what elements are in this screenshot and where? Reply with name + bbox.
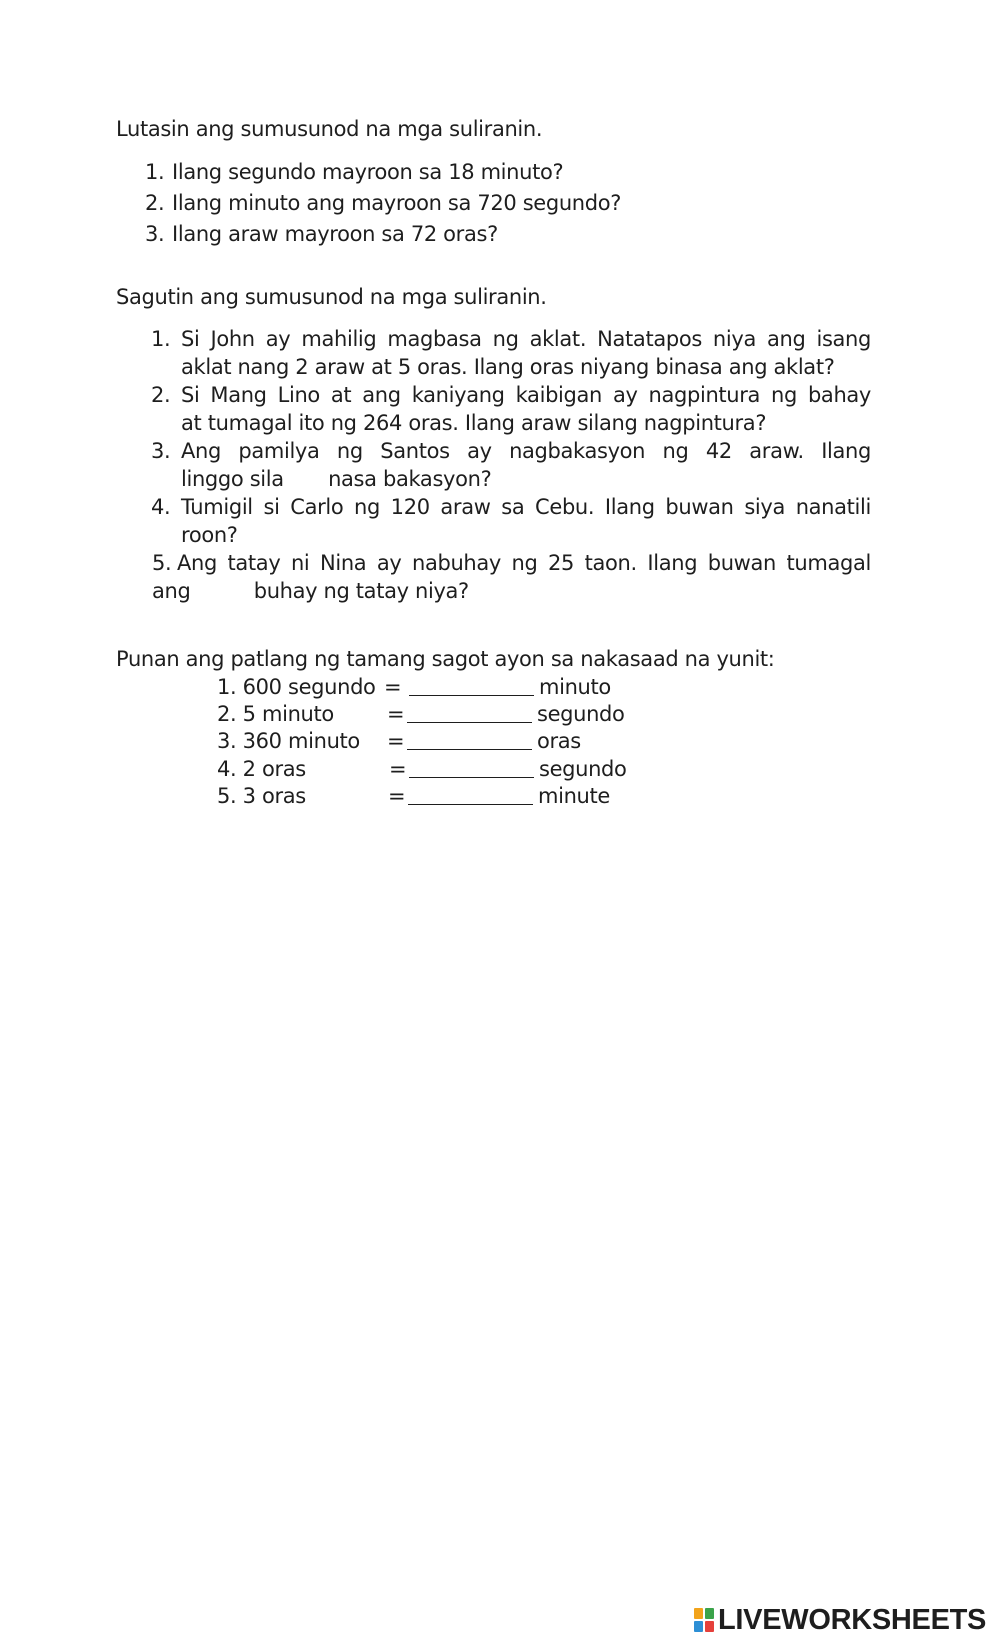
logo-text: LIVEWORKSHEETS bbox=[718, 1603, 987, 1636]
fill-item-5-left: 5. 3 oras bbox=[217, 784, 306, 808]
fill-item-3-blank[interactable] bbox=[407, 749, 532, 750]
logo-tile-1 bbox=[694, 1608, 703, 1619]
section1-item-3-number: 3. bbox=[145, 222, 165, 246]
fill-item-1-equals: = bbox=[384, 675, 402, 699]
section1-item-2-text: Ilang minuto ang mayroon sa 720 segundo? bbox=[172, 191, 622, 215]
fill-item-3-left: 3. 360 minuto bbox=[217, 729, 360, 753]
logo-mark-icon bbox=[694, 1608, 714, 1632]
fill-item-2-equals: = bbox=[387, 702, 405, 726]
section2-item-4-line1: Tumigil si Carlo ng 120 araw sa Cebu. Ilang buwan siya nanatili bbox=[181, 495, 871, 519]
section2-item-5-line2: ang buhay ng tatay niya? bbox=[152, 579, 469, 603]
fill-item-3-equals: = bbox=[387, 729, 405, 753]
fill-item-2-blank[interactable] bbox=[407, 722, 532, 723]
section2-item-1-number: 1. bbox=[151, 327, 171, 351]
fill-item-1-left: 1. 600 segundo bbox=[217, 675, 376, 699]
liveworksheets-logo bbox=[694, 1605, 986, 1635]
section2-item-1-line2: aklat nang 2 araw at 5 oras. Ilang oras niyang binasa ang aklat? bbox=[181, 355, 835, 379]
logo-tile-3 bbox=[694, 1621, 703, 1632]
fill-item-5-blank[interactable] bbox=[408, 804, 533, 805]
fill-item-4-blank[interactable] bbox=[409, 777, 534, 778]
section3-heading: Punan ang patlang ng tamang sagot ayon sa nakasaad na yunit: bbox=[116, 647, 775, 671]
section2-item-3-line1: Ang pamilya ng Santos ay nagbakasyon ng 42 araw. Ilang bbox=[181, 439, 871, 463]
fill-item-4-equals: = bbox=[389, 757, 407, 781]
fill-item-1-unit: minuto bbox=[539, 675, 611, 699]
section2-item-2-line1: Si Mang Lino at ang kaniyang kaibigan ay nagpintura ng bahay bbox=[181, 383, 871, 407]
section2-item-3-line2: linggo sila nasa bakasyon? bbox=[181, 467, 492, 491]
section1-item-3-text: Ilang araw mayroon sa 72 oras? bbox=[172, 222, 498, 246]
section2-heading: Sagutin ang sumusunod na mga suliranin. bbox=[116, 285, 547, 309]
logo-tile-4 bbox=[705, 1621, 714, 1632]
section1-item-1-number: 1. bbox=[145, 160, 165, 184]
section2-item-3-number: 3. bbox=[151, 439, 171, 463]
section1-heading: Lutasin ang sumusunod na mga suliranin. bbox=[116, 117, 543, 141]
section1-item-2-number: 2. bbox=[145, 191, 165, 215]
section2-item-5-line1: Ang tatay ni Nina ay nabuhay ng 25 taon. Ilang buwan tumagal bbox=[177, 551, 871, 575]
section2-item-1-line1: Si John ay mahilig magbasa ng aklat. Natatapos niya ang isang bbox=[181, 327, 871, 351]
fill-item-4-unit: segundo bbox=[539, 757, 627, 781]
fill-item-2-left: 2. 5 minuto bbox=[217, 702, 334, 726]
fill-item-1-blank[interactable] bbox=[409, 695, 534, 696]
section2-item-2-line2: at tumagal ito ng 264 oras. Ilang araw silang nagpintura? bbox=[181, 411, 767, 435]
fill-item-5-equals: = bbox=[388, 784, 406, 808]
section1-item-1-text: Ilang segundo mayroon sa 18 minuto? bbox=[172, 160, 564, 184]
section2-item-2-number: 2. bbox=[151, 383, 171, 407]
fill-item-3-unit: oras bbox=[537, 729, 581, 753]
logo-tile-2 bbox=[705, 1608, 714, 1619]
section2-item-4-number: 4. bbox=[151, 495, 171, 519]
section2-item-4-line2: roon? bbox=[181, 523, 238, 547]
fill-item-5-unit: minute bbox=[538, 784, 610, 808]
section2-item-5-number: 5. bbox=[152, 551, 172, 575]
fill-item-2-unit: segundo bbox=[537, 702, 625, 726]
fill-item-4-left: 4. 2 oras bbox=[217, 757, 306, 781]
